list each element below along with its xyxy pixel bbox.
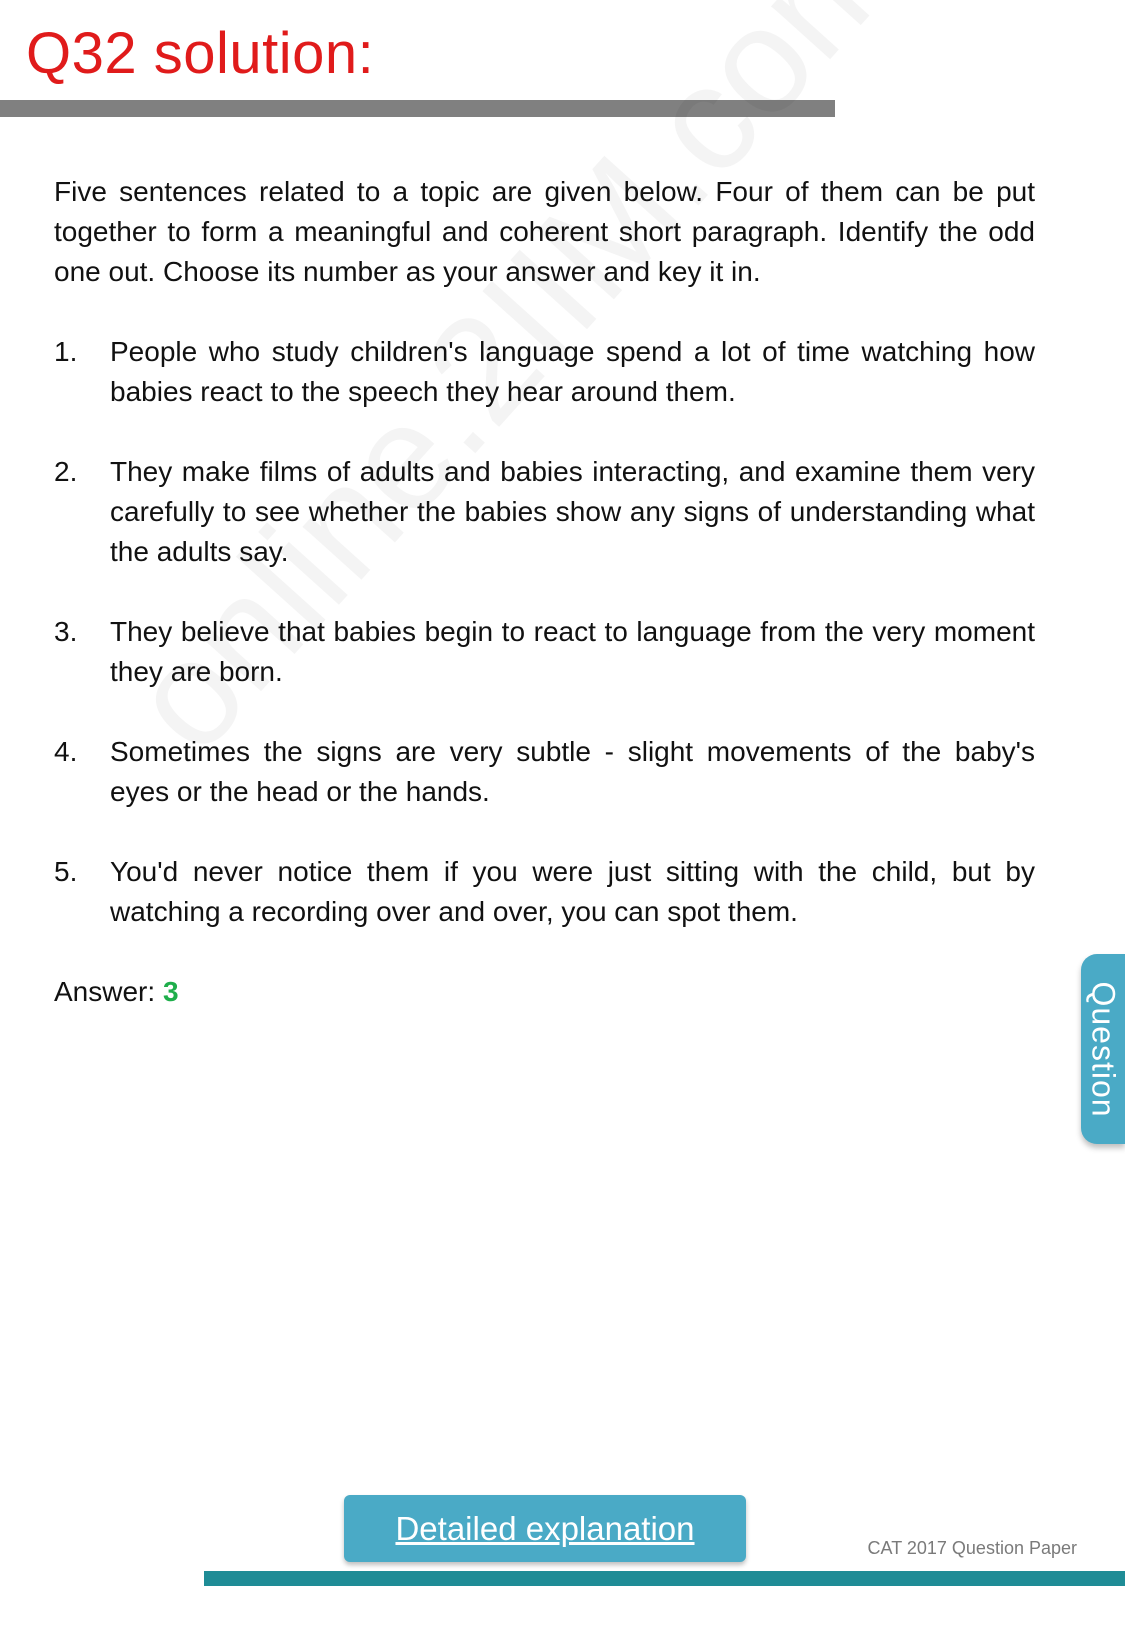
answer-value: 3 xyxy=(162,976,179,1007)
detailed-explanation-button[interactable] xyxy=(344,1495,746,1562)
title-divider xyxy=(0,100,835,117)
option-text: You'd never notice them if you were just sitting with the child, but by watching a recording over and over, you can spot them. xyxy=(110,856,1035,927)
footer-bar xyxy=(204,1571,1125,1586)
option-number: 3. xyxy=(54,616,78,647)
option-number: 1. xyxy=(54,336,78,367)
option-item xyxy=(54,852,1035,932)
answer-label: Answer: xyxy=(54,976,156,1007)
option-text: Sometimes the signs are very subtle - slight movements of the baby's eyes or the head or the hands. xyxy=(110,736,1035,807)
option-number: 2. xyxy=(54,456,78,487)
question-content xyxy=(54,172,1035,1012)
option-text: People who study children's language spend a lot of time watching how babies react to the speech they hear around them. xyxy=(110,336,1035,407)
detailed-explanation-link[interactable]: Detailed explanation xyxy=(395,1509,695,1547)
option-item xyxy=(54,332,1035,412)
option-number: 4. xyxy=(54,736,78,767)
option-text: They believe that babies begin to react to language from the very moment they are born. xyxy=(110,616,1035,687)
option-item xyxy=(54,732,1035,812)
question-tab-label: Question xyxy=(1085,980,1122,1118)
option-item xyxy=(54,452,1035,572)
option-number: 5. xyxy=(54,856,78,887)
page-title: Q32 solution: xyxy=(26,21,375,86)
footer-caption: CAT 2017 Question Paper xyxy=(867,1538,1077,1558)
option-text: They make films of adults and babies interacting, and examine them very carefully to see whether the babies show any signs of understanding what the adults say. xyxy=(110,456,1035,567)
question-intro: Five sentences related to a topic are given below. Four of them can be put together to form a meaningful and coherent short paragraph. Identify the odd one out. Choose its number as your answer and key it in. xyxy=(54,176,1035,287)
answer-line xyxy=(54,972,1035,1012)
option-item xyxy=(54,612,1035,692)
options-list xyxy=(54,332,1035,932)
question-tab[interactable] xyxy=(1081,954,1125,1144)
